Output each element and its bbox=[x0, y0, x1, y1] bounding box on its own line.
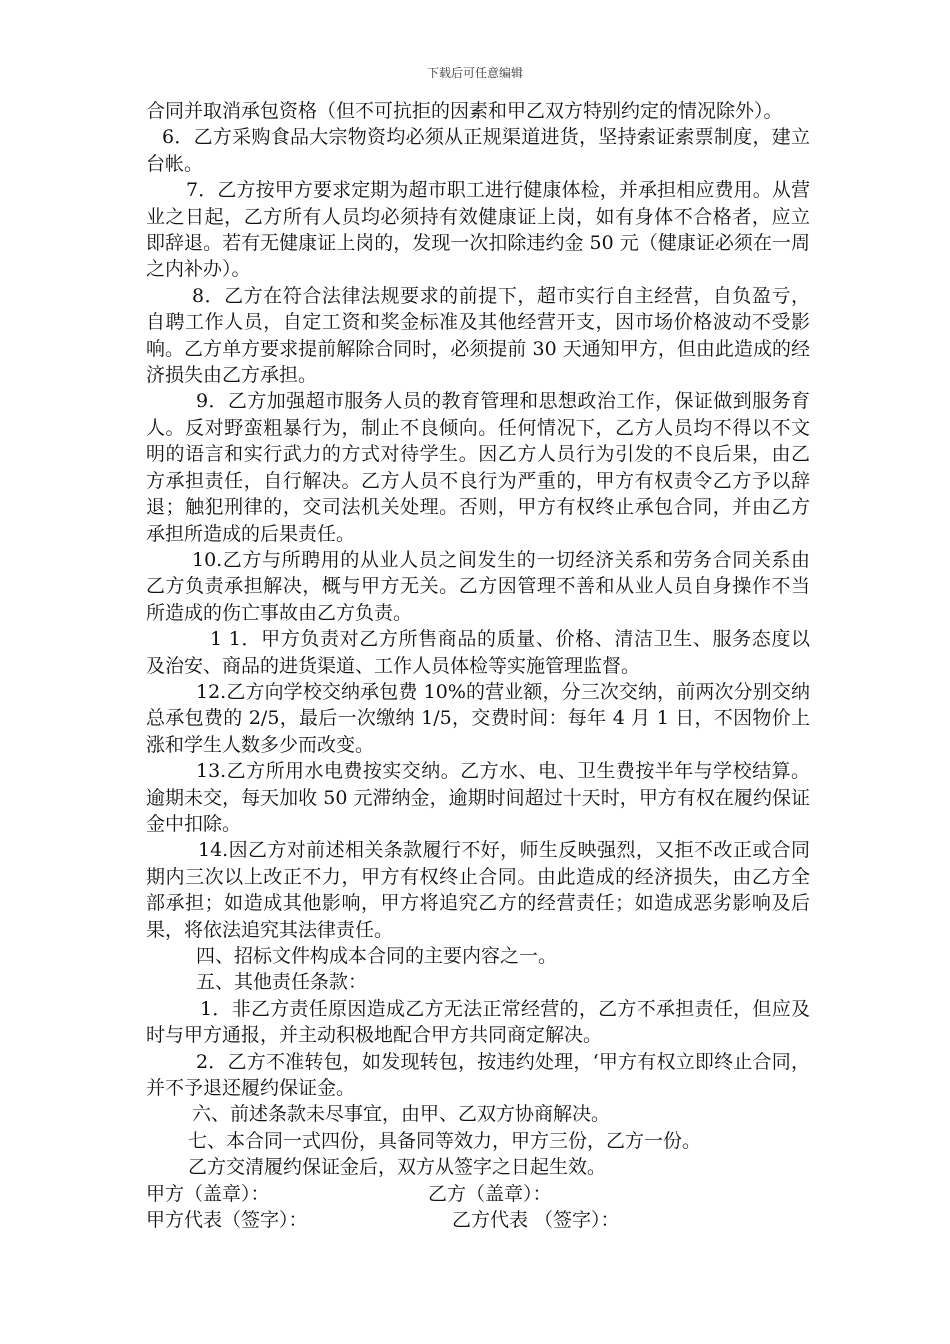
clause-10: 10.乙方与所聘用的从业人员之间发生的一切经济关系和劳务合同关系由乙方负责承担解决，概与甲方无关。乙方因管理不善和从业人员自身操作不当所造成的伤亡事故由乙方负责。 bbox=[146, 548, 810, 624]
signature-row-seal bbox=[146, 1181, 810, 1207]
section-5-item-2: 2．乙方不准转包，如发现转包，按违约处理，‘甲方有权立即终止合同，并不予退还履约保证金。 bbox=[146, 1050, 810, 1100]
signature-row-rep bbox=[146, 1207, 810, 1233]
section-4: 四、招标文件构成本合同的主要内容之一。 bbox=[196, 945, 558, 967]
clause-6: 6．乙方采购食品大宗物资均必须从正规渠道进货，坚持索证索票制度，建立台帐。 bbox=[146, 126, 810, 175]
clause-13: 13.乙方所用水电费按实交纳。乙方水、电、卫生费按半年与学校结算。逾期未交，每天加收 50 元滞纳金，逾期时间超过十天时，甲方有权在履约保证金中扣除。 bbox=[146, 760, 810, 835]
effective-clause: 乙方交清履约保证金后，双方从签字之日起生效。 bbox=[188, 1156, 607, 1179]
section-7: 七、本合同一式四份，具备同等效力，甲方三份，乙方一份。 bbox=[188, 1129, 702, 1152]
section-6: 六、前述条款未尽事宜，由甲、乙双方协商解决。 bbox=[192, 1103, 611, 1126]
clause-8: 8．乙方在符合法律法规要求的前提下，超市实行自主经营，自负盈亏，自聘工作人员，自定工资和奖金标准及其他经营开支，因市场价格波动不受影响。乙方单方要求提前解除合同时，必须提前 30 天通知甲方，但由此造成的经济损失由乙方承担。 bbox=[146, 284, 810, 387]
party-b-representative: 乙方代表 （签字）： bbox=[452, 1209, 620, 1232]
clause-7: 7．乙方按甲方要求定期为超市职工进行健康体检，并承担相应费用。从营业之日起，乙方所有人员均必须持有效健康证上岗，如有身体不合格者，应立即辞退。若有无健康证上岗的，发现一次扣除违约金 50 元（健康证必须在一周之内补办）。 bbox=[146, 179, 810, 281]
party-a-seal: 甲方（盖章）： bbox=[146, 1182, 270, 1205]
party-b-seal: 乙方（盖章）： bbox=[428, 1182, 552, 1205]
clause-11: 1 1．甲方负责对乙方所售商品的质量、价格、清洁卫生、服务态度以及治安、商品的进货渠道、工作人员体检等实施管理监督。 bbox=[146, 628, 810, 677]
section-5-heading: 五、其他责任条款： bbox=[196, 971, 368, 994]
clause-12: 12.乙方向学校交纳承包费 10%的营业额，分三次交纳，前两次分别交纳总承包费的 2/5，最后一次缴纳 1/5，交费时间：每年 4 月 1 日，不因物价上涨和学生人数多少而改变。 bbox=[146, 680, 810, 756]
party-a-representative: 甲方代表（签字）： bbox=[146, 1209, 308, 1232]
page-header: 下载后可任意编辑 bbox=[426, 66, 523, 80]
clause-14: 14.因乙方对前述相关条款履行不好，师生反映强烈，又拒不改正或合同期内三次以上改正不力，甲方有权终止合同。由此造成的经济损失，由乙方全部承担；如造成其他影响，甲方将追究乙方的经营责任；如造成恶劣影响及后果，将依法追究其法律责任。 bbox=[146, 839, 810, 941]
clause-continuation: 合同并取消承包资格（但不可抗拒的因素和甲乙双方特别约定的情况除外）。 bbox=[146, 100, 783, 122]
document-body bbox=[146, 98, 810, 1233]
section-5-item-1: 1．非乙方责任原因造成乙方无法正常经营的，乙方不承担责任，但应及时与甲方通报，并主动积极地配合甲方共同商定解决。 bbox=[146, 997, 810, 1047]
clause-9: 9．乙方加强超市服务人员的教育管理和思想政治工作，保证做到服务育人。反对野蛮粗暴行为，制止不良倾向。任何情况下，乙方人员均不得以不文明的语言和实行武力的方式对待学生。因乙方人员行为引发的不良后果，由乙方承担责任，自行解决。乙方人员不良行为严重的，甲方有权责令乙方予以辞退；触犯刑律的，交司法机关处理。否则，甲方有权终止承包合同，并由乙方承担所造成的后果责任。 bbox=[146, 390, 810, 545]
